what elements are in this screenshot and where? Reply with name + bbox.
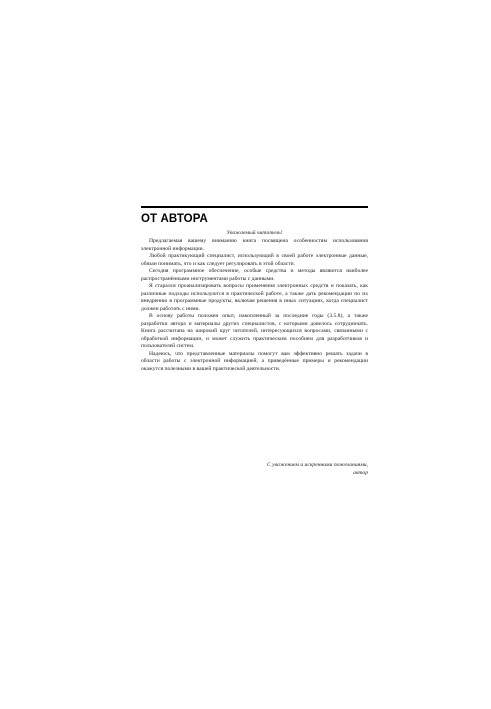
signature-line: С уважением и искренними пожеланиями,	[267, 462, 368, 468]
paragraph: Я старался проанализировать вопросы применения электронных средств и показать, как различные подходы используются в практической работе, а также дать рекомендации по их внедрению в программные продукты, включая решения в иных ситуациях, когда специалист должен работать с ними.	[141, 283, 368, 312]
paragraph: Надеюсь, что представленные материалы помогут вам эффективно решать задачи в области работы с электронной информацией, а приведённые примеры и рекомендации окажутся полезными в вашей практической деятельности.	[141, 350, 368, 372]
heading-rule	[141, 206, 368, 208]
paragraph: Сегодня программное обеспечение, особые средства и методы являются наиболее распространёнными инструментами работы с данными.	[141, 268, 368, 282]
body-text	[141, 238, 368, 373]
salutation: Уважаемый читатель!	[226, 230, 283, 236]
paragraph: В основу работы положен опыт, накопленный за последние годы (3.5.8), а также разработки автора и материалы других специалистов, с которыми довелось сотрудничать. Книга рассчитана на широкий круг читателей, интересующихся вопросами, связанными с обработкой информации, и может служить практическим пособием для разработчиков и пользователей систем.	[141, 313, 368, 349]
signature-author: автор	[353, 469, 368, 476]
paragraph: Предлагаемая вашему вниманию книга посвящена особенностям использования электронной информации.	[141, 238, 368, 252]
signature	[141, 462, 368, 477]
paragraph: Любой практикующий специалист, использующий в своей работе электронные данные, обязан понимать, что и как следует регулировать в этой области.	[141, 253, 368, 267]
section-title: ОТ АВТОРА	[141, 213, 208, 225]
